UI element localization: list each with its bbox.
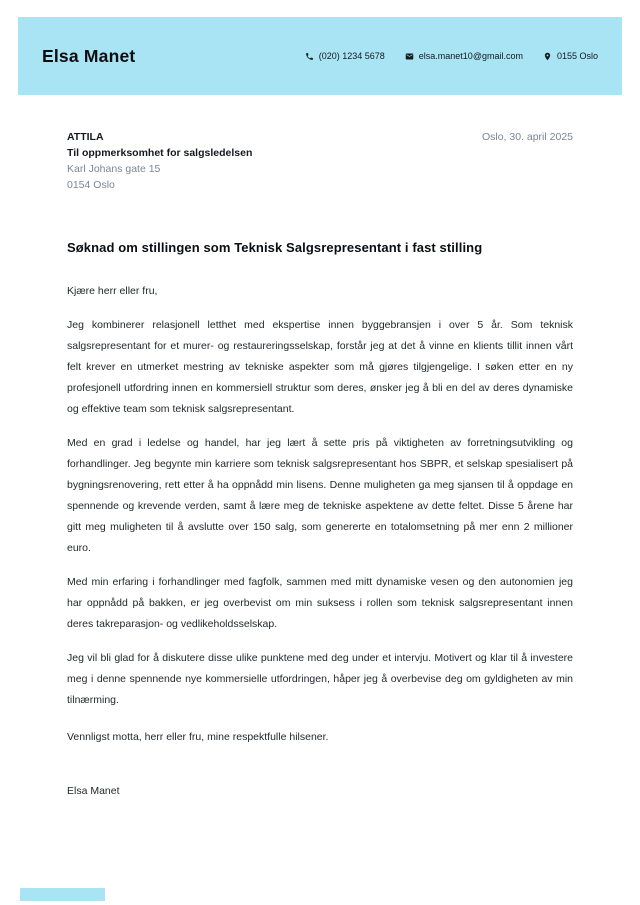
letter-date: Oslo, 30. april 2025 (481, 131, 573, 143)
letter-closing: Vennligst motta, herr eller fru, mine respektfulle hilsener. (67, 731, 329, 743)
address-row (67, 129, 573, 193)
letter-greeting: Kjære herr eller fru, (67, 285, 158, 297)
recipient-attention: Til oppmerksomhet for salgsledelsen (67, 147, 253, 159)
letter-paragraph: Med min erfaring i forhandlinger med fagfolk, sammen med mitt dynamiske vesen og den autonomien jeg har oppnådd på bakken, er jeg overbevist om min suksess i rollen som teknisk salgsrepresentant innen deres takreparasjon- og vedlikeholdsselskap. (67, 576, 573, 630)
envelope-icon (405, 52, 414, 61)
header-banner (18, 17, 622, 95)
letter-signature: Elsa Manet (67, 785, 120, 797)
footer-accent-bar (20, 888, 105, 901)
contact-phone (305, 51, 385, 61)
letter-paragraph: Jeg vil bli glad for å diskutere disse ulike punktene med deg under et intervju. Motivert og klar til å investere meg i denne spennende nye kommersielle utfordringen, håper jeg å overbevise deg om gyldigheten av min tilnærming. (67, 652, 573, 706)
letter-body (67, 129, 573, 802)
recipient-city: 0154 Oslo (67, 179, 115, 191)
location-pin-icon (543, 52, 552, 61)
contact-email (405, 51, 523, 61)
contact-info (305, 51, 598, 61)
contact-email-label: elsa.manet10@gmail.com (418, 51, 523, 61)
contact-location-label: 0155 Oslo (556, 51, 598, 61)
contact-phone-label: (020) 1234 5678 (318, 51, 385, 61)
recipient-street: Karl Johans gate 15 (67, 163, 161, 175)
contact-location (543, 51, 598, 61)
letter-paragraph: Med en grad i ledelse og handel, har jeg lært å sette pris på viktigheten av forretningsutvikling og forhandlinger. Jeg begynte min karriere som teknisk salgsrepresentant hos SBPR, et selskap spesialisert på bygningsrenovering, rett etter å ha oppnådd min lisens. Denne muligheten ga meg sjansen til å oppdage en spennende og krevende verden, samt å lære meg de tekniske aspektene av dette feltet. Disse 5 årene har gitt meg muligheten til å avslutte over 150 salg, som genererte en totalomsetning på mer enn 2 millioner euro. (67, 437, 573, 554)
recipient-block (67, 129, 252, 193)
recipient-company: ATTILA (67, 131, 104, 143)
letter-subject: Søknad om stillingen som Teknisk Salgsrepresentant i fast stilling (67, 240, 483, 255)
phone-icon (305, 52, 314, 61)
sender-name: Elsa Manet (42, 45, 136, 66)
letter-paragraph: Jeg kombinerer relasjonell letthet med ekspertise innen byggebransjen i over 5 år. Som teknisk salgsrepresentant for et murer- og restaureringsselskap, forstår jeg at det å vinne en klients tillit innen vårt felt krever en utmerket mestring av tekniske aspekter som må gjøres tilgjengelige. I søken etter en ny profesjonell utfordring innen en kommersiell struktur som deres, ønsker jeg å bli en del av deres dynamiske og effektive team som teknisk salgsrepresentant. (67, 319, 573, 415)
